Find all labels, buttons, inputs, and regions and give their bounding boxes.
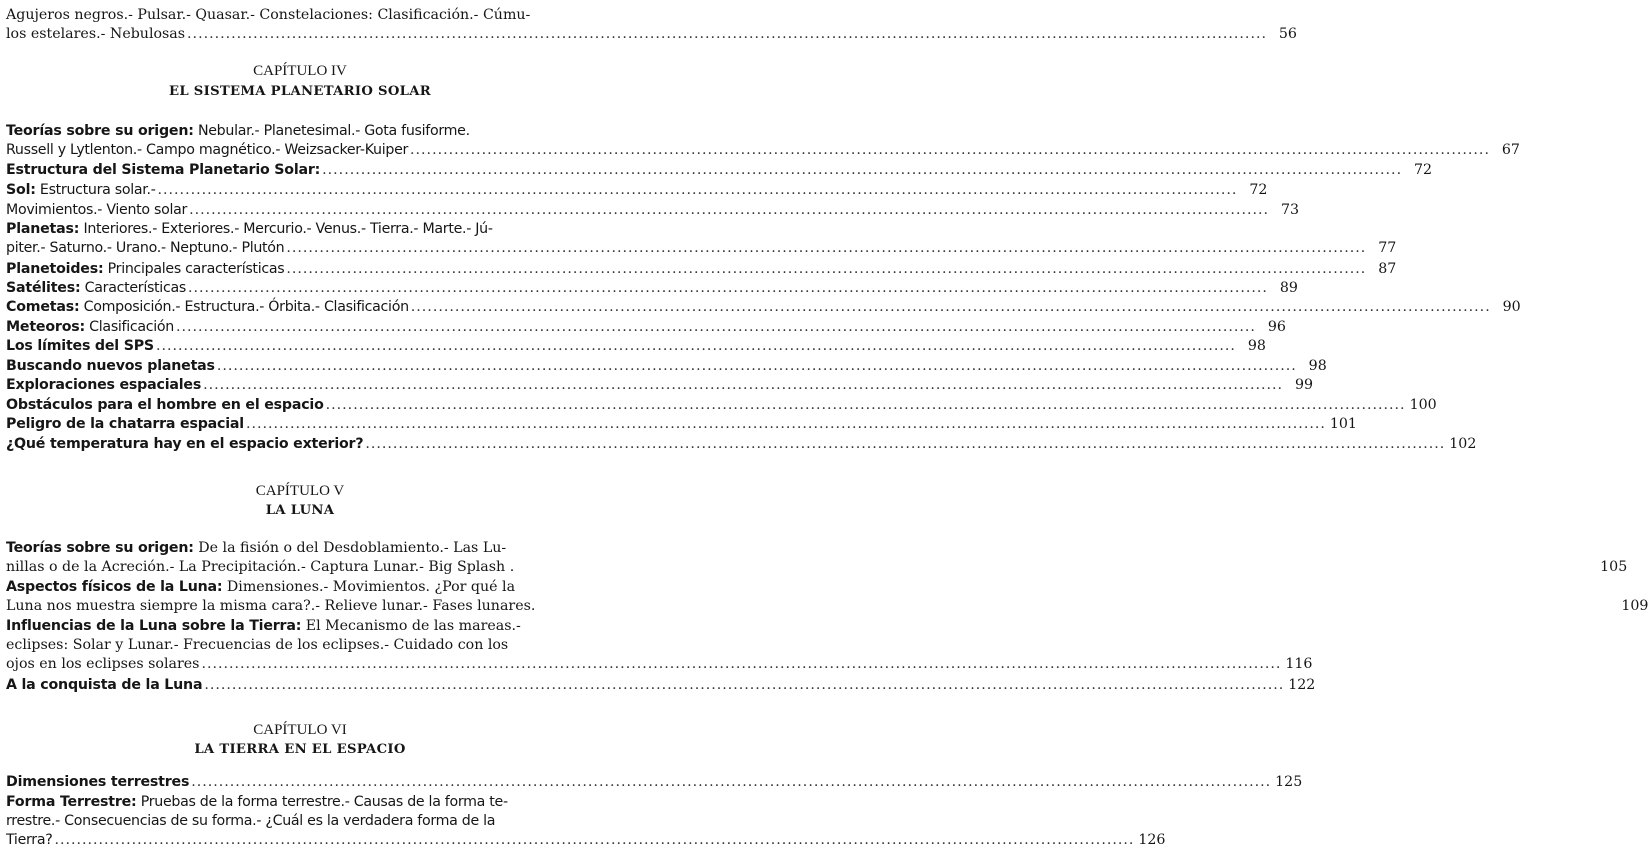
toc-entry[interactable]	[6, 220, 1397, 258]
chapter-title: LA LUNA	[265, 503, 335, 518]
entry-line: Dimensiones.- Movimientos. ¿Por qué la	[222, 579, 516, 595]
dot-leader	[187, 25, 1267, 44]
entry-heading: Meteoros:	[6, 319, 85, 335]
dot-leader	[246, 415, 1326, 434]
entry-text: Características	[80, 280, 186, 296]
entry-line: Nebular.- Planetesimal.- Gota fusiforme.	[193, 123, 470, 139]
toc-entry[interactable]	[6, 181, 1268, 200]
entry-heading: Estructura del Sistema Planetario Solar:	[6, 162, 321, 178]
toc-entry[interactable]	[6, 122, 1520, 160]
page-number: 67	[1501, 142, 1520, 158]
page-number: 102	[1449, 436, 1477, 452]
toc-entry[interactable]	[6, 415, 1357, 434]
page-number: 90	[1502, 299, 1521, 315]
dot-leader	[322, 161, 1402, 180]
entry-line: El Mecanismo de las mareas.-	[301, 618, 521, 634]
chapter-title: EL SISTEMA PLANETARIO SOLAR	[168, 84, 432, 99]
entry-heading: Aspectos físicos de la Luna:	[6, 579, 223, 595]
entry-text: Composición.- Estructura.- Órbita.- Clasificación	[79, 299, 409, 315]
entry-line: De la fisión o del Desdoblamiento.- Las Lu-	[193, 540, 507, 556]
page-number: 73	[1280, 202, 1299, 218]
dot-leader	[191, 773, 1271, 792]
entry-heading: Dimensiones terrestres	[6, 774, 190, 790]
entry-heading: Sol:	[6, 182, 36, 198]
entry-heading: Forma Terrestre:	[6, 794, 137, 810]
toc-entry[interactable]	[6, 396, 1437, 415]
entry-heading: Peligro de la chatarra espacial	[6, 416, 244, 432]
toc-entry[interactable]	[6, 793, 1166, 850]
entry-heading: Planetoides:	[6, 261, 104, 277]
dot-leader	[158, 181, 1238, 200]
entry-heading: Planetas:	[6, 221, 80, 237]
toc-entry[interactable]	[6, 376, 1314, 395]
entry-line: Russell y Lytlenton.- Campo magnético.- Weizsacker-Kuiper	[6, 142, 409, 158]
page-number: 122	[1288, 677, 1316, 693]
entry-heading: Los límites del SPS	[6, 338, 154, 354]
toc-entry[interactable]	[6, 773, 1303, 792]
page-number: 87	[1378, 261, 1397, 277]
page-number: 77	[1378, 240, 1397, 256]
dot-leader	[176, 318, 1256, 337]
toc-entry[interactable]	[6, 318, 1286, 337]
toc-entry[interactable]	[6, 435, 1477, 454]
chapter-title: LA TIERRA EN EL ESPACIO	[194, 742, 406, 757]
entry-heading: Cometas:	[6, 299, 80, 315]
entry-text: Clasificación	[84, 319, 174, 335]
toc-entry[interactable]	[6, 279, 1298, 298]
dot-leader	[204, 676, 1284, 695]
entry-line: Interiores.- Exteriores.- Mercurio.- Venus.- Tierra.- Marte.- Jú-	[79, 221, 493, 237]
entry-line: Pruebas de la forma terrestre.- Causas de la forma te-	[136, 794, 508, 810]
toc-entry[interactable]	[6, 298, 1521, 317]
page-number: 99	[1294, 377, 1314, 393]
entry-heading: Satélites:	[6, 280, 81, 296]
dot-leader	[201, 655, 1281, 674]
toc-entry[interactable]	[6, 578, 1648, 616]
page-number: 96	[1267, 319, 1286, 335]
entry-heading: ¿Qué temperatura hay en el espacio exterior?	[6, 436, 364, 452]
entry-text: Principales características	[103, 261, 285, 277]
dot-leader	[203, 376, 1283, 395]
page-number: 72	[1249, 182, 1268, 198]
page-number: 116	[1285, 656, 1313, 672]
page-number: 98	[1247, 338, 1266, 354]
entry-heading: A la conquista de la Luna	[6, 677, 203, 693]
entry-line: Tierra?	[6, 832, 53, 848]
entry-line: nillas o de la Acreción.- La Precipitación.- Captura Lunar.- Big Splash .	[6, 559, 515, 575]
toc-entry[interactable]	[6, 676, 1316, 695]
dot-leader	[411, 298, 1491, 317]
toc-entry[interactable]	[6, 260, 1397, 279]
entry-line: eclipses: Solar y Lunar.- Frecuencias de los eclipses.- Cuidado con los	[6, 637, 509, 653]
dot-leader	[326, 396, 1406, 415]
chapter-label: CAPÍTULO V	[255, 483, 345, 499]
chapter-label: CAPÍTULO VI	[253, 722, 347, 738]
entry-heading: Obstáculos para el hombre en el espacio	[6, 397, 324, 413]
entry-heading: Exploraciones espaciales	[6, 377, 202, 393]
toc-entry[interactable]	[6, 539, 1628, 577]
dot-leader	[189, 201, 1269, 220]
entry-line: piter.- Saturno.- Urano.- Neptuno.- Plutón	[6, 240, 285, 256]
page-number: 72	[1414, 162, 1433, 178]
entry-text: Estructura solar.-	[35, 182, 156, 198]
dot-leader	[410, 141, 1490, 160]
dot-leader	[286, 239, 1366, 258]
dot-leader	[188, 279, 1268, 298]
toc-entry[interactable]	[6, 617, 1313, 674]
page-number: 126	[1138, 832, 1166, 848]
entry-heading: Teorías sobre su origen:	[6, 540, 194, 556]
dot-leader	[217, 357, 1297, 376]
entry-line: los estelares.- Nebulosas	[6, 26, 186, 42]
toc-entry-agujeros[interactable]	[6, 6, 1297, 44]
dot-leader	[365, 435, 1445, 454]
toc-entry[interactable]	[6, 161, 1433, 180]
page-number: 89	[1279, 280, 1298, 296]
entry-heading: Buscando nuevos planetas	[6, 358, 215, 374]
entry-line: Luna nos muestra siempre la misma cara?.- Relieve lunar.- Fases lunares.	[6, 598, 536, 614]
page-number: 98	[1308, 358, 1327, 374]
dot-leader	[54, 831, 1134, 850]
entry-line: Agujeros negros.- Pulsar.- Quasar.- Constelaciones: Clasificación.- Cúmu-	[6, 7, 531, 23]
page-number: 101	[1329, 416, 1357, 432]
toc-entry[interactable]	[6, 337, 1266, 356]
page-number: 125	[1275, 774, 1303, 790]
entry-heading: Influencias de la Luna sobre la Tierra:	[6, 618, 302, 634]
entry-text: Movimientos.- Viento solar	[6, 202, 188, 218]
entry-heading: Teorías sobre su origen:	[6, 123, 194, 139]
page-number: 100	[1409, 397, 1437, 413]
toc-entry[interactable]	[6, 201, 1299, 220]
toc-entry[interactable]	[6, 357, 1327, 376]
page-number: 56	[1278, 26, 1297, 42]
chapter-label: CAPÍTULO IV	[253, 63, 347, 79]
entry-line: rrestre.- Consecuencias de su forma.- ¿Cuál es la verdadera forma de la	[6, 813, 496, 829]
entry-line: ojos en los eclipses solares	[6, 656, 200, 672]
page-number: 109	[1621, 598, 1648, 614]
dot-leader	[156, 337, 1236, 356]
page-number: 105	[1600, 559, 1628, 575]
dot-leader	[286, 260, 1366, 279]
